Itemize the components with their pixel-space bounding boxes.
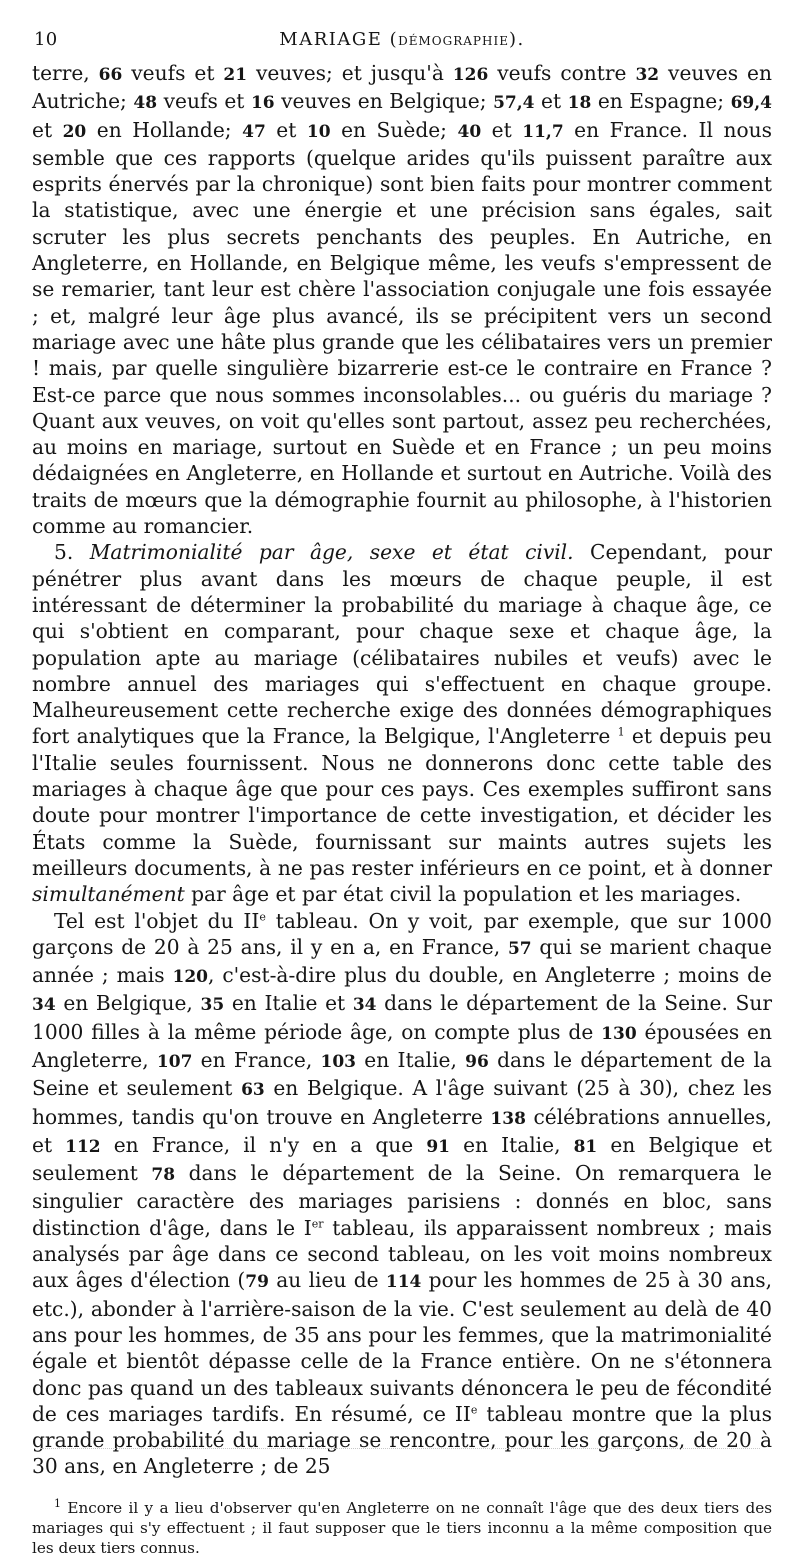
paragraph-text-run: terre, (32, 61, 99, 85)
paragraph-text-run: et depuis peu l'Italie seules fournissent. Nous ne donnerons donc cette table des mariages à chaque âge que pour ces pays. Ces exemples suffiront sans doute pour montrer l'importance de cette investigation, et décider les États comme la Suède, fournissant sur maints autres sujets les meilleurs documents, à ne pas rester inférieurs en ce point, et à donner (32, 724, 772, 880)
paragraph-text-run: en France, (192, 1047, 321, 1072)
paragraph-number: 57,4 (493, 93, 535, 114)
paragraph-text-run: et (32, 117, 63, 142)
paragraph-text-run: et (481, 117, 523, 142)
paragraph-number: 34 (32, 995, 56, 1016)
paragraph-text-run: en France, il n'y en a que (100, 1132, 427, 1157)
paragraph-text-run: et (534, 89, 568, 114)
paragraph-italic-run: Matrimonialité par âge, sexe et état civil. (89, 540, 574, 565)
paragraph-number: 78 (151, 1165, 176, 1186)
paragraph-number: 63 (241, 1080, 265, 1101)
paragraph-number: 35 (200, 995, 225, 1016)
paragraph-text-run: tableau montre que la plus grande probabilité du mariage se rencontre, pour les garçons, de 20 à 30 ans, en Angleterre ; de 25 (32, 1401, 772, 1479)
paragraph-number: 66 (98, 65, 123, 85)
paragraph-number: 79 (245, 1272, 269, 1293)
paragraph-number: 120 (172, 967, 208, 988)
footnote-superscript: 1 (54, 1496, 61, 1510)
paragraph-number: 32 (635, 65, 660, 85)
paragraph-text-run: Cependant, pour pénétrer plus avant dans les mœurs de chaque peuple, il est intéressant de déterminer la probabilité du mariage à chaque âge, ce qui s'obtient en comparant, pour chaque sexe et chaque âge, la population apte au mariage (célibataires nubiles et veufs) avec le nombre annuel des mariages qui s'effectuent en chaque groupe. Malheureusement cette recherche exige des données démographiques fort analytiques que la France, la Belgique, l'Angleterre (32, 540, 772, 749)
paragraph-1 (32, 60, 772, 539)
paragraph-superscript: e (259, 909, 266, 923)
paragraph-number: 107 (156, 1051, 193, 1072)
running-title-main: MARIAGE ( (279, 29, 399, 50)
paragraph-number: 126 (452, 65, 489, 85)
paragraph-text-run: par âge et par état civil la population et les mariages. (184, 882, 742, 907)
paragraph-text-run: en Belgique. A l'âge suivant (25 à 30), chez les hommes, tandis qu'on trouve en Angleterre (32, 1076, 772, 1129)
paragraph-italic-run: simultanément (32, 882, 185, 907)
paragraph-superscript: 1 (617, 725, 625, 739)
paragraph-text-run: veuves en Belgique; (274, 89, 494, 114)
paragraph-text-run: veuves; et jusqu'à (247, 61, 453, 85)
paragraph-text-run: en Belgique, (55, 991, 201, 1016)
running-title (32, 26, 772, 55)
paragraph-number: 34 (352, 995, 377, 1016)
paragraph-number: 11,7 (522, 121, 564, 142)
paragraph-text-run: et (265, 117, 307, 142)
paragraph-text-run: veufs et (122, 61, 224, 85)
paragraph-number: 16 (250, 93, 275, 114)
paragraph-text-run: épousées en Angleterre, (32, 1019, 773, 1072)
running-title-end: ). (508, 29, 525, 50)
paragraph-text-run: en Espagne; (591, 89, 731, 114)
paragraph-text-run: en Italie, (356, 1047, 466, 1072)
footnotes (32, 1498, 772, 1558)
paragraph-text-run: en Italie, (450, 1132, 574, 1157)
book-page (32, 26, 773, 1557)
paragraph-superscript: e (470, 1403, 478, 1417)
paragraph-number: 69,4 (730, 93, 772, 114)
paragraph-text-run: au lieu de (268, 1268, 386, 1293)
paragraph-text-run: tableau, ils apparaissent nombreux ; mais analysés par âge dans ce second tableau, on les voit moins nombreux aux âges d'élection ( (32, 1215, 772, 1293)
paragraph-text-run: en Italie et (224, 991, 353, 1016)
paragraph-number: 48 (133, 93, 158, 114)
paragraph-number: 21 (223, 65, 248, 85)
paragraph-text-run: , c'est-à-dire plus du double, en Angleterre ; moins de (207, 963, 772, 988)
paragraph-number: 47 (242, 121, 266, 142)
paragraph-text-run: qui se marient chaque année ; mais (32, 934, 773, 988)
paragraph-number: 81 (573, 1136, 598, 1157)
footnote-text-run: Encore il y a lieu d'observer qu'en Angleterre on ne connaît l'âge que des deux tiers des mariages qui s'y effectuent ; il faut supposer que le tiers inconnu a la même composition que les deux tiers connus. (32, 1498, 772, 1557)
paragraph-text-run: en Belgique et seulement (32, 1132, 773, 1186)
paragraph-text-run: Tel est l'objet du II (54, 908, 260, 933)
paragraph-superscript: er (311, 1217, 324, 1231)
paragraph-text-run: 5. (54, 540, 90, 565)
paragraph-text-run: tableau. On y voit, par exemple, que sur 1000 garçons de 20 à 25 ans, il y en a, en France, (32, 908, 772, 959)
paragraph-text-run: veufs et (157, 89, 251, 114)
paragraph-text-run: veufs contre (488, 61, 636, 85)
body-text (32, 60, 772, 1480)
paragraph-text-run: célébrations annuelles, et (32, 1104, 772, 1157)
running-title-small-caps: DÉMOGRAPHIE (398, 34, 509, 48)
paragraph-number: 103 (320, 1051, 357, 1072)
paragraph-number: 91 (426, 1136, 450, 1157)
paragraph-text-run: dans le département de la Seine. On remarquera le singulier caractère des mariages parisiens : donnés en bloc, sans distinction d'âge, dans le I (32, 1161, 772, 1240)
paragraph-number: 10 (306, 121, 331, 142)
paragraph-number: 96 (465, 1051, 489, 1072)
page-number: 10 (34, 29, 58, 50)
paragraph-3 (32, 908, 772, 1480)
bottom-rule (40, 1448, 760, 1449)
paragraph-text-run: dans le département de la Seine et seulement (32, 1047, 772, 1101)
paragraph-text-run: en France. Il nous semble que ces rapports (quelque arides qu'ils puissent paraître aux esprits énervés par la chronique) sont bien faits pour montrer comment la statistique, avec une énergie et une précision sans égales, sait scruter les plus secrets penchants des peuples. En Autriche, en Angleterre, en Hollande, en Belgique même, les veufs s'empressent de se remarier, tant leur est chère l'association conjugale une fois essayée ; et, malgré leur âge plus avancé, ils se précipitent vers un second mariage avec une hâte plus grande que les célibataires vers un premier ! mais, par quelle singulière bizarrerie est-ce le contraire en France ? Est-ce parce que nous sommes inconsolables... ou guéris du mariage ? Quant aux veuves, on voit qu'elles sont partout, assez peu recherchées, au moins en mariage, surtout en Suède et en France ; un peu moins dédaignées en Angleterre, en Hollande et surtout en Autriche. Voilà des traits de mœurs que la démographie fournit au philosophe, à l'historien comme au romancier. (32, 117, 772, 539)
paragraph-number: 112 (65, 1136, 101, 1157)
paragraph-number: 130 (601, 1023, 637, 1044)
paragraph-text-run: dans le département de la Seine. Sur 1000 filles à la même période âge, on compte plus de (32, 991, 772, 1044)
paragraph-number: 20 (62, 121, 87, 142)
paragraph-text-run: veuves en Autriche; (32, 61, 772, 114)
paragraph-text-run: en Hollande; (86, 117, 243, 142)
paragraph-2 (32, 539, 772, 907)
paragraph-number: 18 (567, 93, 592, 114)
paragraph-text-run: pour les hommes de 25 à 30 ans, etc.), abonder à l'arrière-saison de la vie. C'est seulement au delà de 40 ans pour les hommes, de 35 ans pour les femmes, que la matrimonialité égale et bientôt dépasse celle de la France entière. On ne s'étonnera donc pas quand un des tableaux suivants dénoncera le peu de fécondité de ces mariages tardifs. En résumé, ce II (32, 1268, 773, 1426)
paragraph-text-run: en Suède; (330, 117, 458, 142)
footnote-1 (32, 1498, 772, 1558)
paragraph-number: 57 (507, 938, 532, 959)
running-header (32, 26, 772, 54)
paragraph-number: 138 (490, 1108, 526, 1129)
paragraph-number: 114 (385, 1272, 422, 1293)
paragraph-number: 40 (457, 121, 482, 142)
